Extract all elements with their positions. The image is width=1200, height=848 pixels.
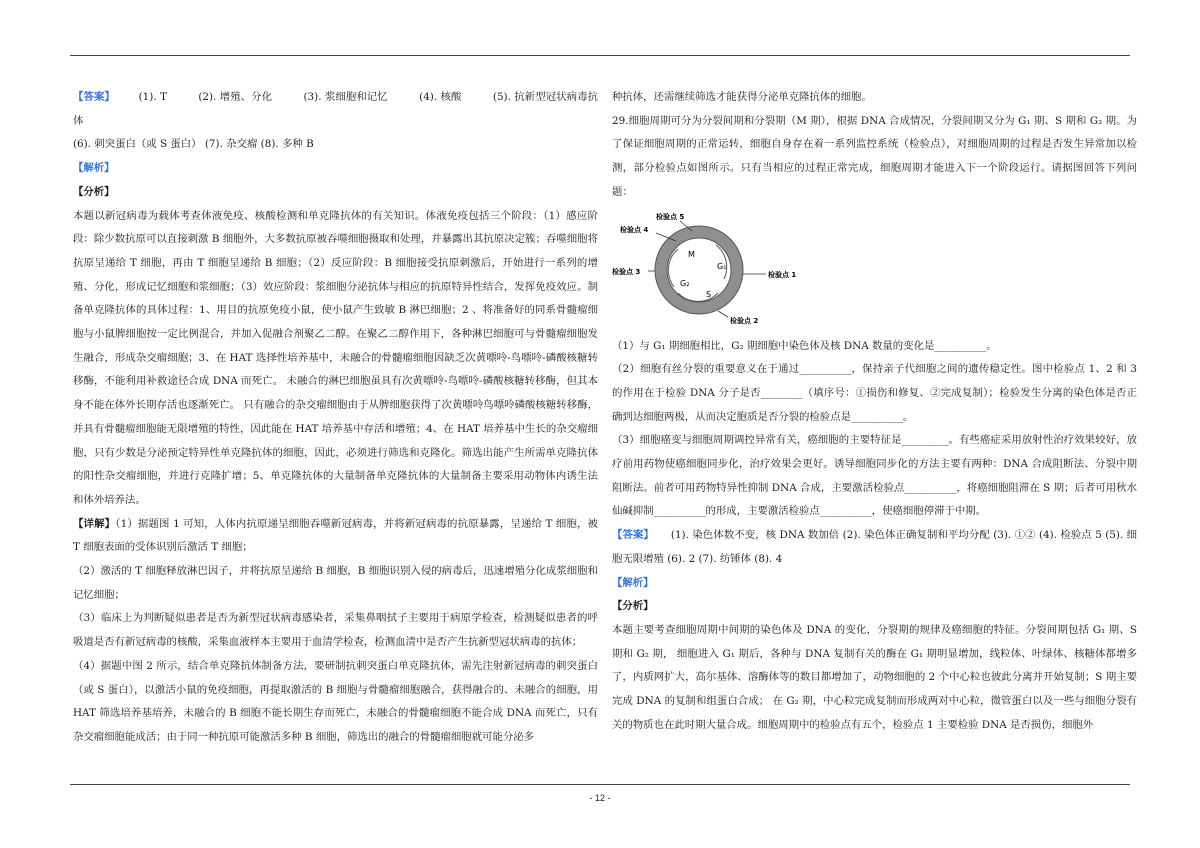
checkpoint-5-label: 检验点 5	[656, 212, 685, 221]
phase-s-label: S	[706, 289, 712, 299]
fenxi-tag: 【分析】	[612, 600, 654, 613]
jiexi-tag: 【解析】	[73, 162, 115, 175]
analysis-paragraph: 本题以新冠病毒为载体考查体液免疫、核酸检测和单克隆抗体的有关知识。体液免疫包括三个阶段：（1）感应阶段：除少数抗原可以直接刺激 B 细胞外，大多数抗原被吞噬细胞摄取和处理，并暴露出其抗原决定簇；吞噬细胞将抗原呈递给 T 细胞，再由 T 细胞呈递给 B 细胞；（2）反应阶段：B 细胞接受抗原刺激后，开始进行一系列的增殖、分化，形成记忆细胞和浆细胞；（3）效应阶段：浆细胞分泌抗体与相应的抗原特异性结合，发挥免疫效应。制备单克隆抗体的具体过程：1、用目的抗原免疫小鼠，使小鼠产生致敏 B 淋巴细胞；2 、将准备好的同系骨髓瘤细胞与小鼠脾细胞按一定比例混合，并加入促融合剂聚乙二醇。在聚乙二醇作用下，各种淋巴细胞可与骨髓瘤细胞发生融合，形成杂交瘤细胞；3、在 HAT 选择性培养基中，未融合的骨髓瘤细胞因缺乏次黄嘌呤-鸟嘌呤-磷酸核糖转移酶，不能利用补救途径合成 DNA 而死亡。 未融合的淋巴细胞虽具有次黄嘌呤-鸟嘌呤-磷酸核糖转移酶，但其本身不能在体外长期存活也逐渐死亡。 只有融合的杂交瘤细胞由于从脾细胞获得了次黄嘌呤鸟嘌呤磷酸核糖转移酶，并具有骨髓瘤细胞能无限增殖的特性，因此能在 HAT 培养基中存活和增殖；4、在 HAT 培养基中生长的杂交瘤细胞，只有少数是分泌预定特异性单克隆抗体的细胞，因此，必须进行筛选和克隆化。筛选出能产生所需单克隆抗体的阳性杂交瘤细胞，并进行克隆扩增；5、单克隆抗体的大量制备单克隆抗体的大量制备主要采用动物体内诱生法和体外培养法。	[73, 209, 598, 506]
answer-item: (1). T	[138, 91, 167, 103]
phase-g2-label: G₂	[680, 278, 690, 288]
continuation-text: 种抗体，还需继续筛选才能获得分泌单克隆抗体的细胞。	[612, 91, 872, 103]
right-column	[612, 86, 1137, 737]
left-column	[73, 86, 598, 750]
checkpoint-1-label: 检验点 1	[768, 270, 797, 279]
answer-item: (5). 抗新型冠状病毒抗体	[73, 91, 598, 127]
subquestion-2: （2）细胞有丝分裂的重要意义在于通过__________，保持亲子代细胞之间的遗传稳定性。图中检验点 1、2 和 3 的作用在于检验 DNA 分子是否________（填序号：①损伤和修复、②完成复制）；检验发生分离的染色体是否正确到达细胞两极，从而决定胞质是否分裂的检验点是__________。	[612, 363, 1137, 423]
analysis-paragraph: 本题主要考查细胞周期中间期的染色体及 DNA 的变化，分裂期的规律及癌细胞的特征。分裂间期包括 G₁ 期、S 期和 G₂ 期， 细胞进入 G₁ 期后，各种与 DNA 复制有关的酶在 G₁ 期明显增加，线粒体、叶绿体、核糖体都增多了，内质网扩大，高尔基体、溶酶体等的数目都增加了，动物细胞的 2 个中心粒也彼此分离并开始复制；S 期主要完成 DNA 的复制和组蛋白合成； 在 G₂ 期，中心粒完成复制而形成两对中心粒，微管蛋白以及一些与细胞分裂有关的物质也在此时期大量合成。细胞周期中的检验点有五个，检验点 1 主要检验 DNA 是否损伤，细胞外	[612, 623, 1137, 731]
cell-cycle-diagram	[612, 207, 838, 327]
detail-3: （3）临床上为判断疑似患者是否为新型冠状病毒感染者，采集鼻咽拭子主要用于病原学检查，检测疑似患者的呼吸道是否有新冠病毒的核酸，采集血液样本主要用于血清学检查，检测血清中是否产生抗新型冠状病毒的抗体；	[73, 612, 598, 649]
checkpoint-2-label: 检验点 2	[730, 316, 759, 325]
detail-1	[73, 513, 598, 560]
question-29: 29.细胞周期可分为分裂间期和分裂期（M 期），根据 DNA 合成情况，分裂间期又分为 G₁ 期、S 期和 G₂ 期。为了保证细胞周期的正常运转，细胞自身存在着一系列监控系统（检验点），对细胞周期的过程是否发生异常加以检测，部分检验点如图所示。只有当相应的过程正常完成，细胞周期才能进入下一个阶段运行。请据图回答下列问题：	[612, 114, 1137, 198]
answer-item: (4). 核酸	[419, 91, 462, 103]
fenxi-tag: 【分析】	[73, 185, 115, 198]
detail-tag: 【详解】	[73, 517, 116, 530]
answer-text: (1). 染色体数不变，核 DNA 数加倍 (2). 染色体正确复制和平均分配 (3). ①② (4). 检验点 5 (5). 细胞无限增殖 (6). 2 (7). 纺锤体 (8). 4	[612, 529, 1138, 565]
checkpoint-3-label: 检验点 3	[612, 267, 641, 276]
subquestion-3: （3）细胞癌变与细胞周期调控异常有关，癌细胞的主要特征是_________。有些癌症采用放射性治疗效果较好，放疗前用药物使癌细胞同步化，治疗效果会更好。诱导细胞同步化的方法主要有两种：DNA 合成阻断法、分裂中期阻断法。前者可用药物特异性抑制 DNA 合成，主要激活检验点__________，将癌细胞阻滞在 S 期；后者可用秋水仙碱抑制__________的形成，主要激活检验点__________，使癌细胞停滞于中期。	[612, 434, 1137, 518]
page-number: - 12 -	[589, 793, 611, 803]
cell-cycle-figure	[612, 207, 1137, 327]
checkpoint-2-pointer	[718, 311, 728, 317]
phase-g1-label: G₁	[717, 261, 727, 271]
checkpoint-4-label: 检验点 4	[620, 225, 649, 234]
answer-item: (3). 浆细胞和记忆	[303, 91, 388, 103]
detail-1-text: （1）据题图 1 可知，人体内抗原递呈细胞吞噬新冠病毒，并将新冠病毒的抗原暴露，呈递给 T 细胞，被 T 细胞表面的受体识别后激活 T 细胞；	[73, 517, 598, 554]
answer-block	[612, 524, 1137, 571]
top-rule	[70, 55, 1130, 56]
phase-m-label: M	[688, 249, 695, 259]
jiexi-tag: 【解析】	[612, 576, 654, 589]
answer-tag: 【答案】	[612, 529, 654, 542]
answer-line	[73, 86, 598, 133]
answer-tag: 【答案】	[73, 91, 115, 103]
answer-item: (2). 增殖、分化	[198, 91, 273, 103]
detail-4: （4）据题中图 2 所示，结合单克隆抗体制备方法，要研制抗刺突蛋白单克隆抗体，需先注射新冠病毒的刺突蛋白（或 S 蛋白），以激活小鼠的免疫细胞，再提取激活的 B 细胞与骨髓瘤细胞融合，获得融合的、未融合的细胞，用 HAT 筛选培养基培养，未融合的 B 细胞不能长期生存而死亡，未融合的骨髓瘤细胞不能合成 DNA 而死亡，只有杂交瘤细胞能成活；由于同一种抗原可能激活多种 B 细胞，筛选出的融合的骨髓瘤细胞就可能分泌多	[73, 659, 598, 743]
subquestion-1: （1）与 G₁ 期细胞相比，G₂ 期细胞中染色体及核 DNA 数量的变化是__________。	[612, 339, 997, 352]
detail-2: （2）激活的 T 细胞释放淋巴因子，并将抗原呈递给 B 细胞，B 细胞识别入侵的病毒后，迅速增殖分化成浆细胞和记忆细胞；	[73, 565, 598, 601]
answer-line-2: (6). 刺突蛋白（或 S 蛋白） (7). 杂交瘤 (8). 多种 B	[73, 138, 314, 151]
bottom-rule	[70, 784, 1130, 785]
